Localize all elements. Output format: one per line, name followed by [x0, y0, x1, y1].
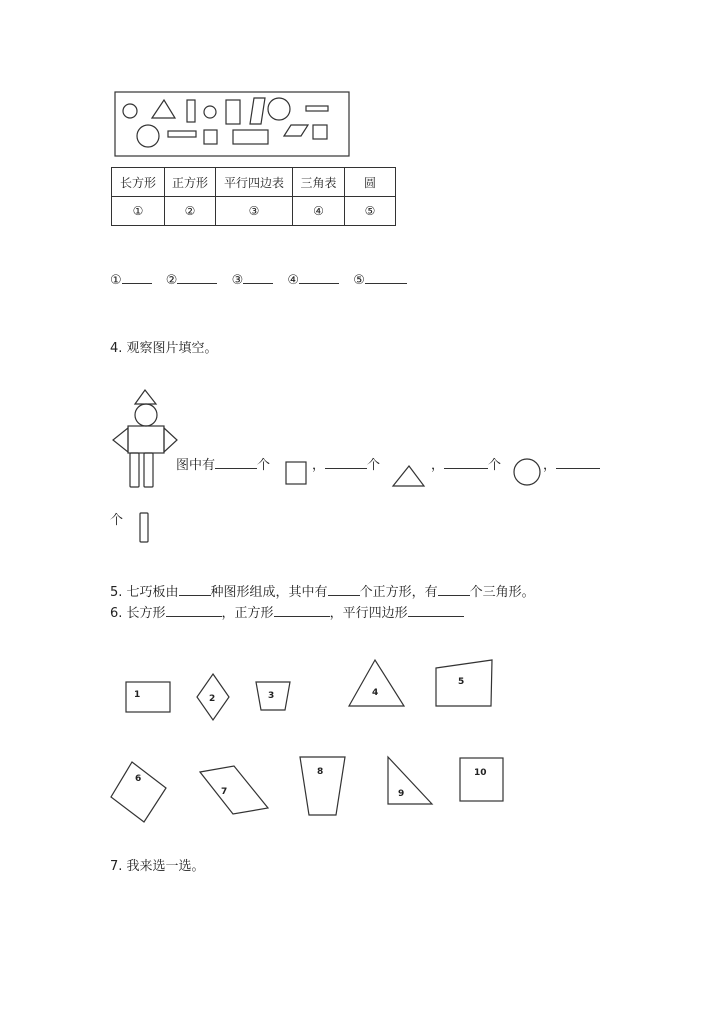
shape-label: 7 [221, 787, 228, 797]
shape-label: 6 [135, 774, 142, 784]
shape-7-parallelogram [200, 766, 268, 814]
shape-1-rectangle [126, 682, 170, 712]
answer-marker: ④ [287, 273, 300, 288]
q4-unit: 个 [488, 458, 502, 473]
table-marker-cell: ④ [293, 197, 345, 226]
shape-label: 3 [268, 691, 275, 701]
q5-text: 个正方形，有 [359, 585, 438, 600]
answer-marker: ⑤ [353, 273, 365, 288]
shape-8-trapezoid [300, 757, 345, 815]
shape-label: 2 [209, 694, 216, 704]
q4-sep: ， [431, 458, 445, 473]
q6-text: ，正方形 [221, 606, 274, 621]
shape-6-rotated-rectangle [111, 762, 166, 822]
shape-4-triangle [349, 660, 404, 706]
q4-sep: ， [312, 458, 326, 473]
table-marker-cell: ① [112, 197, 165, 226]
shape-label: 1 [134, 690, 141, 700]
q6-text: ，平行四边形 [329, 606, 408, 621]
shape-label: 8 [317, 767, 324, 777]
shape-label: 10 [474, 768, 487, 778]
q4-trailing-unit: 个 [110, 513, 124, 528]
q5-text: 个三角形。 [469, 585, 535, 600]
answer-marker: ② [165, 273, 178, 288]
table-marker-cell: ③ [216, 197, 293, 226]
shape-10-square [460, 758, 503, 801]
shape-9-right-triangle [388, 757, 432, 804]
table-marker-cell: ⑤ [345, 197, 396, 226]
q6-text: 6. 长方形 [110, 606, 166, 621]
shape-label: 5 [458, 677, 465, 687]
q5-text: 5. 七巧板由 [110, 585, 179, 600]
q4-title: 4. 观察图片填空。 [110, 341, 218, 356]
answer-marker: ① [110, 273, 122, 288]
q4-unit: 个 [367, 458, 381, 473]
q4-unit: 个 [257, 458, 271, 473]
table-marker-cell: ② [165, 197, 216, 226]
q5-text: 种图形组成，其中有 [210, 585, 328, 600]
table-header-cell: 平行四边表 [216, 168, 293, 197]
shape-label: 4 [372, 688, 379, 698]
table-header-cell: 正方形 [165, 168, 216, 197]
table-header-cell: 三角表 [293, 168, 345, 197]
q7-title: 7. 我来选一选。 [110, 859, 205, 874]
shape-label: 9 [398, 789, 405, 799]
table-header-cell: 圆 [345, 168, 396, 197]
answer-marker: ③ [231, 273, 244, 288]
q4-sep: ， [543, 458, 557, 473]
q4-prefix: 图中有 [176, 458, 216, 473]
table-header-cell: 长方形 [112, 168, 165, 197]
